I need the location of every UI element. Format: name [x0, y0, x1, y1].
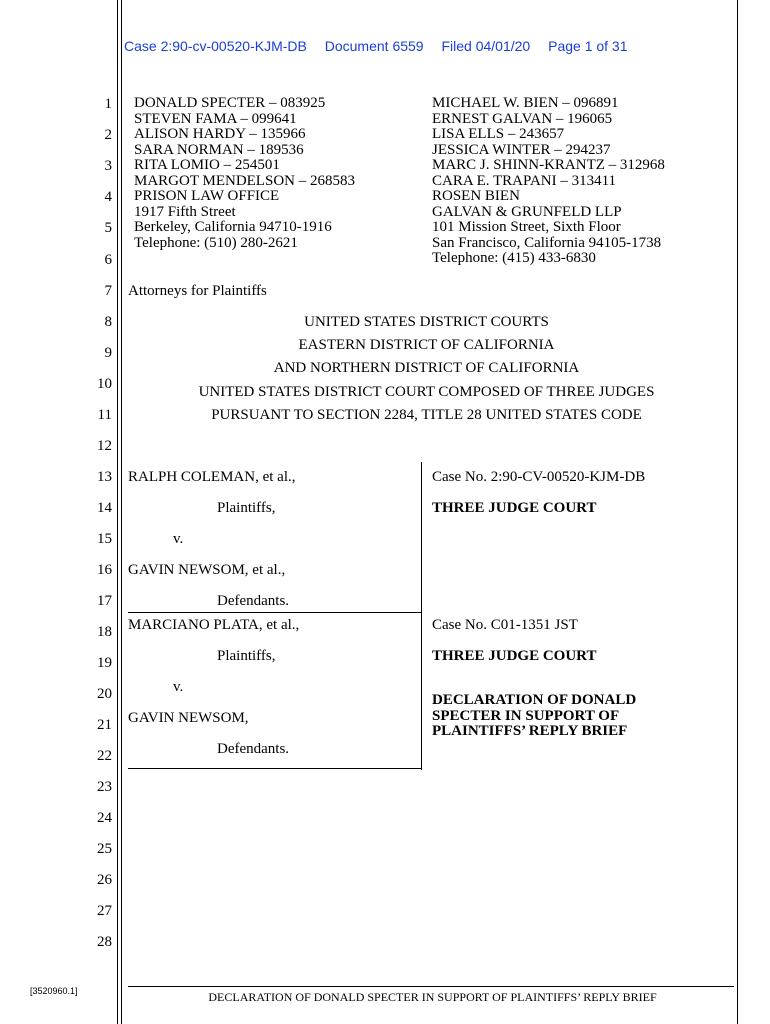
caption1-plaintiff: RALPH COLEMAN, et al.,	[128, 469, 296, 485]
line-number: 26	[97, 872, 112, 888]
caption1-case-number: Case No. 2:90-CV-00520-KJM-DB	[432, 469, 646, 485]
caption2-plaintiff: MARCIANO PLATA, et al.,	[128, 617, 300, 633]
document-title-line: DECLARATION OF DONALD	[432, 692, 637, 708]
line-number: 4	[104, 189, 112, 205]
right-margin-rule	[737, 0, 738, 1024]
header-case: Case 2:90-cv-00520-KJM-DB	[124, 38, 307, 54]
line-number: 14	[97, 500, 112, 516]
line-number: 6	[104, 252, 112, 268]
line-number: 21	[97, 717, 112, 733]
line-number: 19	[97, 655, 112, 671]
caption-divider-middle	[128, 612, 421, 613]
left-margin-rule-inner	[121, 0, 122, 1024]
counsel-line: MARGOT MENDELSON – 268583	[134, 172, 355, 189]
counsel-line: PRISON LAW OFFICE	[134, 188, 280, 204]
line-number: 18	[97, 624, 112, 640]
line-number: 5	[104, 220, 112, 236]
line-number: 27	[97, 903, 112, 919]
caption-divider-vertical	[421, 462, 422, 770]
line-number: 2	[104, 127, 112, 143]
header-filed: Filed 04/01/20	[441, 38, 531, 54]
counsel-line: Telephone: (415) 433-6830	[432, 250, 596, 266]
caption1-versus: v.	[173, 531, 184, 547]
caption2-plaintiffs-label: Plaintiffs,	[217, 648, 276, 664]
counsel-line: ERNEST GALVAN – 196065	[432, 110, 613, 127]
counsel-line: CARA E. TRAPANI – 313411	[432, 172, 617, 189]
court-line: UNITED STATES DISTRICT COURTS	[304, 314, 549, 330]
counsel-line: SARA NORMAN – 189536	[134, 141, 304, 158]
line-number: 7	[104, 283, 112, 299]
document-title-line: SPECTER IN SUPPORT OF	[432, 707, 620, 724]
counsel-line: Telephone: (510) 280-2621	[134, 234, 298, 251]
counsel-line: JESSICA WINTER – 294237	[432, 141, 611, 158]
line-number: 25	[97, 841, 112, 857]
caption1-court: THREE JUDGE COURT	[432, 500, 597, 516]
court-line: AND NORTHERN DISTRICT OF CALIFORNIA	[273, 360, 580, 376]
counsel-line: STEVEN FAMA – 099641	[134, 110, 297, 127]
footer-title: DECLARATION OF DONALD SPECTER IN SUPPORT OF PLAINTIFFS’ REPLY BRIEF	[208, 990, 657, 1004]
document-title	[432, 693, 636, 740]
counsel-line: MARC J. SHINN-KRANTZ – 312968	[432, 157, 665, 173]
document-id: [3520960.1]	[30, 986, 78, 996]
line-number: 20	[97, 686, 112, 702]
counsel-line: Berkeley, California 94710-1916	[134, 219, 332, 235]
counsel-line: San Francisco, California 94105-1738	[432, 234, 662, 251]
line-number: 3	[104, 158, 112, 174]
footer-rule	[128, 986, 734, 987]
attorneys-for: Attorneys for Plaintiffs	[128, 283, 267, 299]
line-number: 10	[97, 376, 112, 392]
court-line: UNITED STATES DISTRICT COURT COMPOSED OF THREE JUDGES	[198, 384, 655, 400]
line-number: 23	[97, 779, 112, 795]
caption2-defendants-label: Defendants.	[217, 741, 290, 757]
caption1-plaintiffs-label: Plaintiffs,	[217, 500, 276, 516]
line-number: 13	[97, 469, 112, 485]
counsel-line: LISA ELLS – 243657	[432, 126, 565, 142]
document-title-line: PLAINTIFFS’ REPLY BRIEF	[432, 723, 628, 739]
counsel-line: ROSEN BIEN	[432, 188, 520, 204]
header-page: Page 1 of 31	[548, 38, 628, 54]
counsel-right	[432, 96, 665, 267]
line-number: 9	[104, 345, 112, 361]
court-line: PURSUANT TO SECTION 2284, TITLE 28 UNITED STATES CODE	[211, 407, 642, 423]
counsel-line: DONALD SPECTER – 083925	[134, 95, 326, 111]
caption2-court: THREE JUDGE COURT	[432, 648, 597, 664]
line-number: 11	[97, 407, 112, 423]
counsel-line: GALVAN & GRUNFELD LLP	[432, 203, 622, 220]
caption2-defendant: GAVIN NEWSOM,	[128, 710, 249, 726]
header-document: Document 6559	[324, 38, 424, 54]
caption2-versus: v.	[173, 679, 184, 695]
counsel-line: 101 Mission Street, Sixth Floor	[432, 219, 621, 235]
caption-divider-bottom	[128, 768, 421, 769]
caption2-case-number: Case No. C01-1351 JST	[432, 617, 578, 633]
left-margin-rule	[117, 0, 118, 1024]
caption1-defendants-label: Defendants.	[217, 593, 290, 609]
line-number: 1	[104, 96, 112, 112]
line-number: 28	[97, 934, 112, 950]
line-number: 22	[97, 748, 112, 764]
line-number: 16	[97, 562, 112, 578]
counsel-line: ALISON HARDY – 135966	[134, 126, 306, 142]
line-number: 12	[97, 438, 112, 454]
caption1-defendant: GAVIN NEWSOM, et al.,	[128, 562, 286, 578]
court-line: EASTERN DISTRICT OF CALIFORNIA	[298, 337, 555, 353]
counsel-line: MICHAEL W. BIEN – 096891	[432, 95, 619, 111]
case-header	[124, 38, 642, 54]
line-number: 8	[104, 314, 112, 330]
line-number: 17	[97, 593, 112, 609]
counsel-line: 1917 Fifth Street	[134, 203, 236, 220]
counsel-line: RITA LOMIO – 254501	[134, 157, 280, 173]
counsel-left	[134, 96, 355, 251]
line-number: 15	[97, 531, 112, 547]
line-number: 24	[97, 810, 112, 826]
